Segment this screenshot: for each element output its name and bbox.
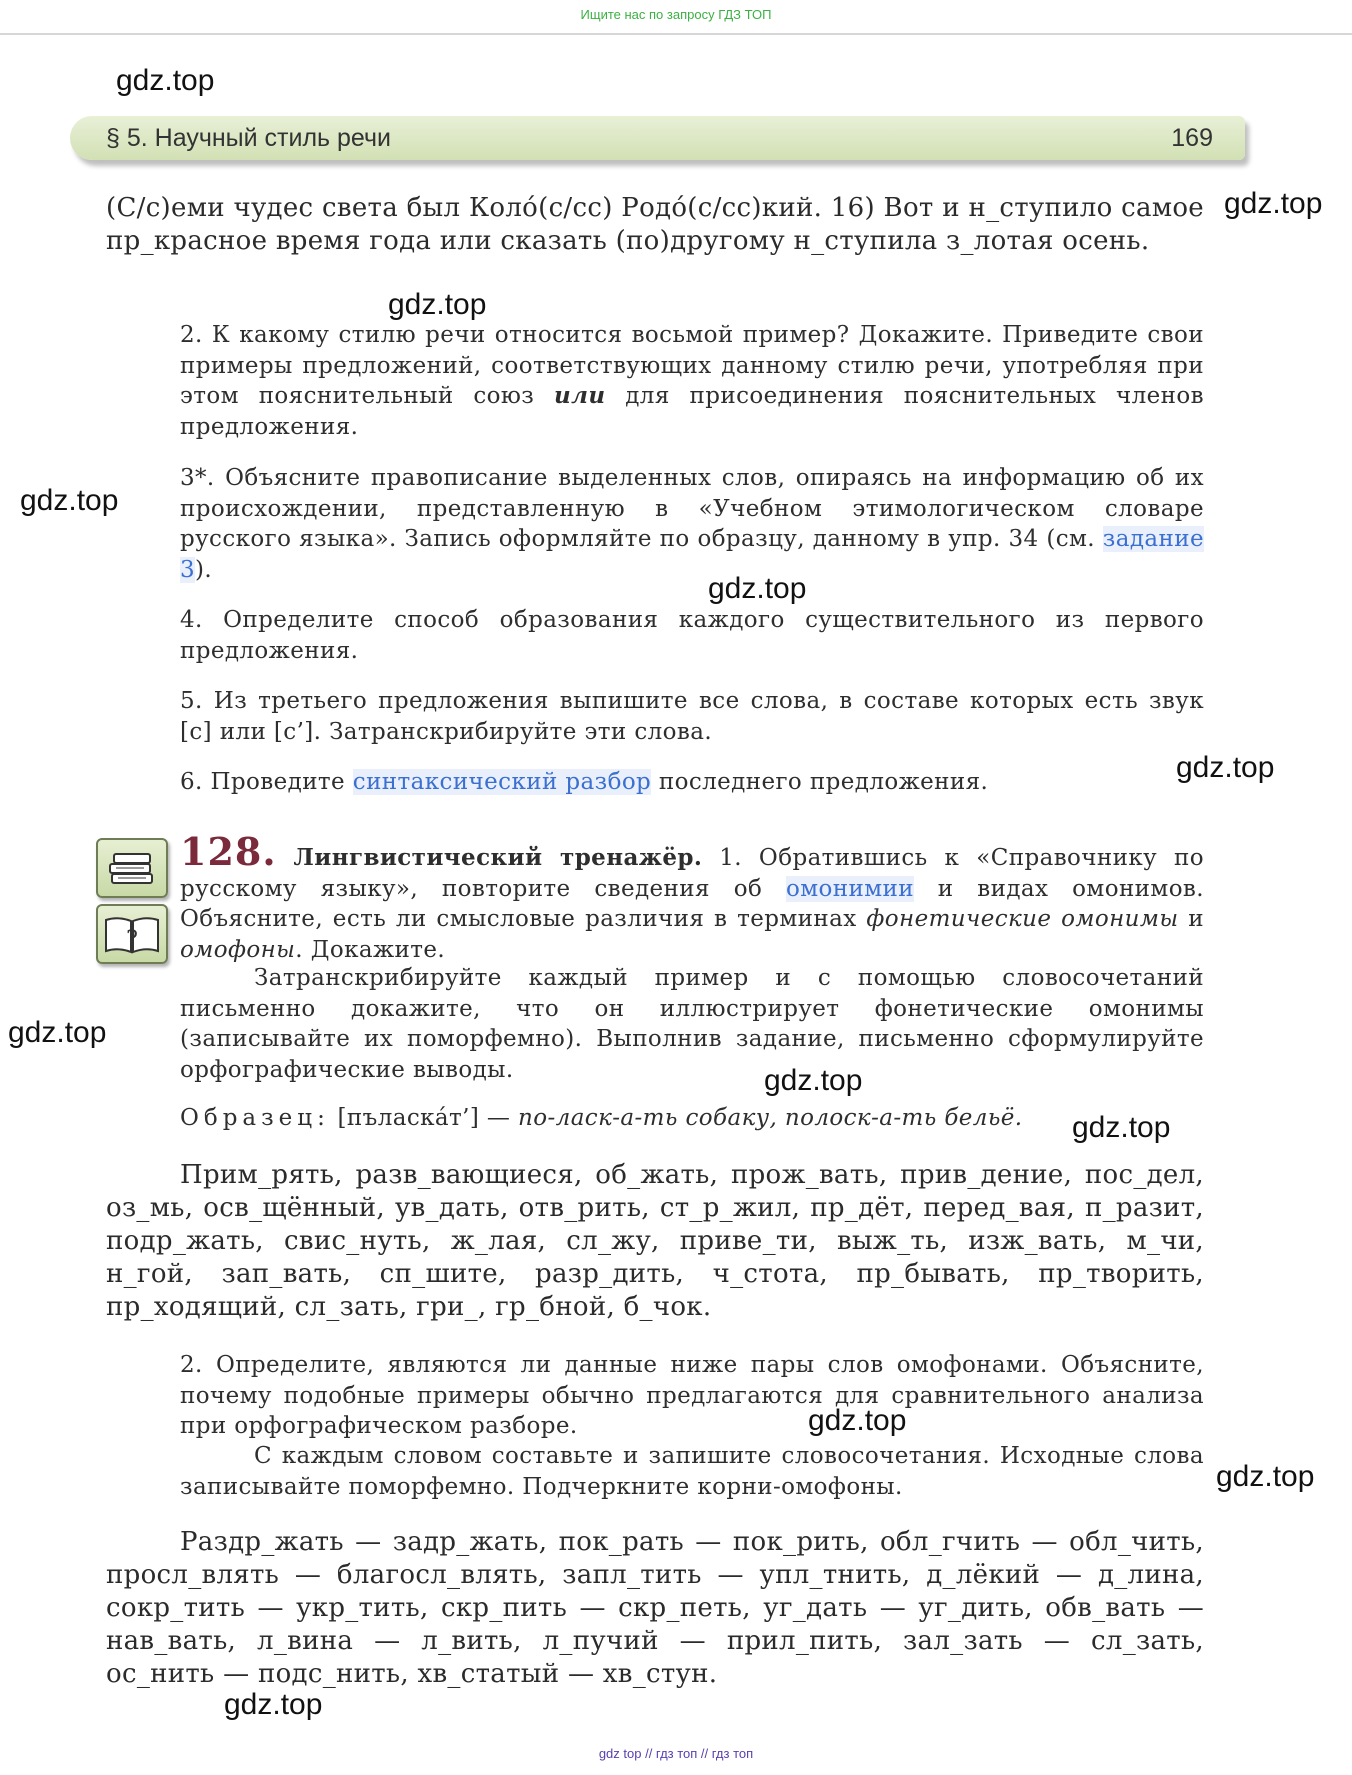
sample-transcription: [пъласка́т’] — [329,1105,519,1131]
task-6 [180,767,1204,798]
word-list-2: Раздр_жать — задр_жать, пок_рать — пок_рить, обл_гчить — обл_чить, просл_влять — благосл_влять, запл_тить — упл_тнить, д_лёкий — д_лина, сокр_тить — укр_тить, скр_пить — скр_петь, уг_дать — уг_дить, обв_вать — нав_вать, л_вина — л_вить, л_пучий — прил_пить, зал_зать — сл_зать, ос_нить — подс_нить, хв_статый — хв_стун. [106,1527,1204,1689]
exercise-text: 1. Обратившись к «Справочнику по русскому языку», повторите сведения об [180,845,1204,902]
task-2-word: или [554,382,606,409]
books-icon-graphic [98,840,166,896]
exercise-title: Лингвистический тренажёр. [293,844,703,871]
task-2-text: 2. К какому стилю речи относится восьмой пример? Докажите. Приведите свои примеры предложений, соответствующих данному стилю речи, употребляя при этом пояснительный союз [180,322,1204,409]
sample-label: Образец: [180,1105,330,1131]
watermark: gdz.top [116,64,215,97]
sample-words: по-ласк-а-ть собаку, полоск-а-ть бельё. [518,1105,1023,1131]
watermark: gdz.top [1176,751,1275,784]
watermark: gdz.top [1072,1111,1171,1144]
watermark: gdz.top [388,288,487,321]
watermark: gdz.top [8,1016,107,1049]
watermark: gdz.top [708,572,807,605]
task-6-text: 6. Проведите [180,769,353,795]
intro-text: (С/с)еми чудес света был Коло́(с/сс) Родо́(с/сс)кий. 16) Вот и н_ступило самое пр_красное время года или сказать (по)другому н_ступила з_лотая осень. [106,193,1204,256]
book-question-icon [96,904,168,964]
book-question-icon-graphic [98,906,166,962]
exercise-text-2: и видах омонимов. Объясните, есть ли смысловые различия в терминах [180,875,1204,932]
watermark: gdz.top [1224,187,1323,220]
watermark: gdz.top [808,1404,907,1437]
exercise-128-task-2b: С каждым словом составьте и запишите словосочетания. Исходные слова записывайте поморфемно. Подчеркните корни-омофоны. [180,1443,1204,1500]
exercise-term-2: омофоны [180,936,296,963]
word-list-1: Прим_рять, разв_вающиеся, об_жать, прож_вать, прив_дение, пос_дел, оз_мь, осв_щённый, ув_дать, отв_рить, ст_р_жил, пр_дёт, перед_вая, п_разит, подр_жать, свис_нуть, ж_лая, сл_жу, приве_ти, выж_ть, изж_вать, м_чи, н_гой, зап_вать, сп_шите, разр_дить, ч_стота, пр_бывать, пр_творить, пр_ходящий, сл_зать, гри_, гр_бной, б_чок. [106,1160,1204,1322]
task-6-text-end: последнего предложения. [651,769,989,795]
exercise-sample [180,1103,1204,1134]
exercise-128-task: Затранскрибируйте каждый пример и с помощью словосочетаний письменно докажите, что он иллюстрирует фонетические омонимы (записывайте их поморфемно). Выполнив задание, письменно сформулируйте орфографические выводы. [180,965,1204,1083]
task-2-text-end: для присоединения пояснительных членов предложения. [180,383,1204,440]
footer [0,1746,1352,1761]
watermark: gdz.top [224,1688,323,1721]
task-2 [180,320,1204,442]
task-3 [180,463,1204,585]
exercise-128-intro [180,829,1204,965]
exercise-number: 128. [180,829,277,874]
svg-text:?: ? [126,927,138,952]
task-3-text: 3*. Объясните правописание выделенных слов, опираясь на информацию об их происхождении, представленную в «Учебном этимологическом словаре русского языка». Запись оформляйте по образцу, данному в упр. 34 (см. [180,465,1204,552]
section-header [70,116,1245,160]
exercise-text-4: . Докажите. [295,936,446,963]
top-banner-text: Ищите нас по запросу ГДЗ ТОП [580,7,772,22]
watermark: gdz.top [20,484,119,517]
task-6-link[interactable]: синтаксический разбор [352,769,652,795]
task-5: 5. Из третьего предложения выпишите все слова, в составе которых есть звук [с] или [с’]. Затранскрибируйте эти слова. [180,688,1204,745]
top-banner [0,0,1352,35]
books-icon [96,838,168,898]
exercise-text-3: и [1178,906,1204,932]
exercise-128-task-2: 2. Определите, являются ли данные ниже пары слов омофонами. Объясните, почему подобные примеры обычно предлагаются для сравнительного анализа при орфографическом разборе. [180,1352,1204,1439]
watermark: gdz.top [764,1064,863,1097]
task-3-link[interactable]: задание 3 [180,526,1204,583]
task-4: 4. Определите способ образования каждого существительного из первого предложения. [180,607,1204,664]
section-title: § 5. Научный стиль речи [106,124,391,152]
footer-text: gdz top // гдз топ // гдз топ [598,1746,754,1761]
task-3-text-end: ). [195,556,213,583]
watermark: gdz.top [1216,1460,1315,1493]
exercise-term-1: фонетические омонимы [866,906,1179,932]
exercise-link-homonymy[interactable]: омонимии [785,875,914,902]
page-number: 169 [1171,124,1213,152]
